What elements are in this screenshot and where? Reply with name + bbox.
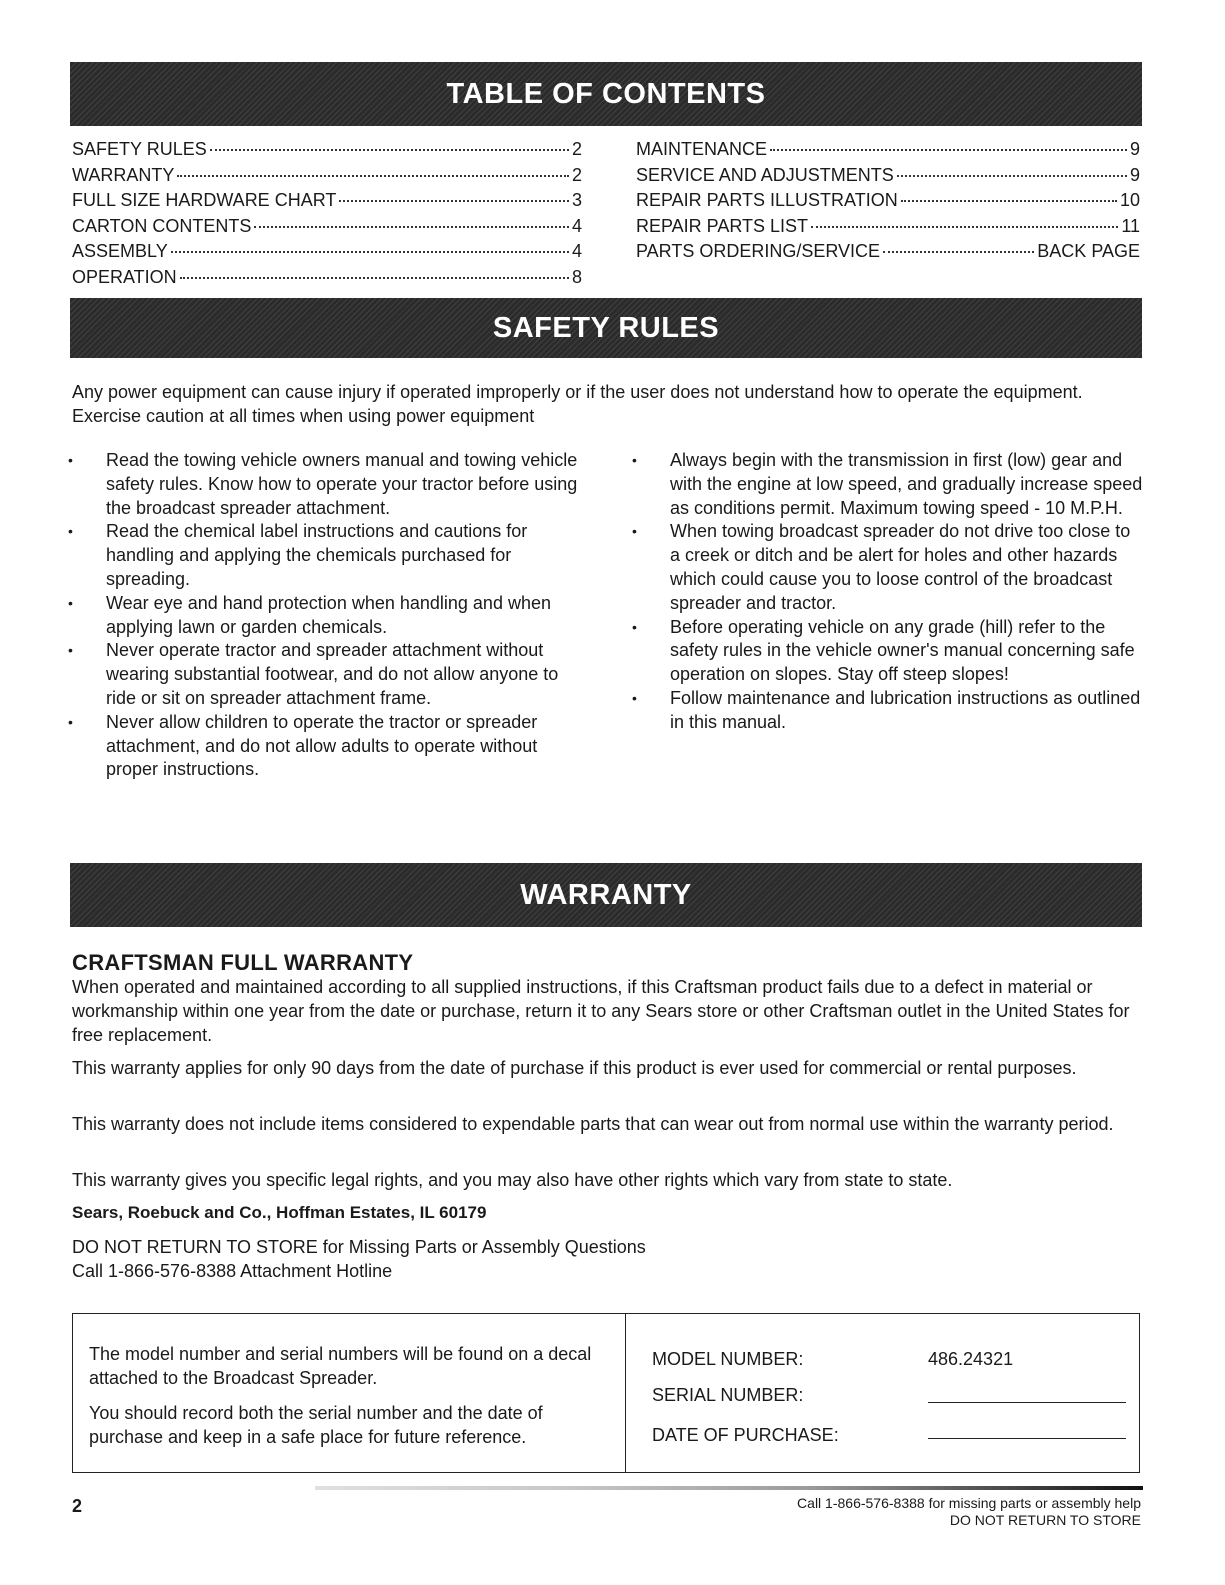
page-number: 2	[72, 1496, 83, 1516]
toc-entry[interactable]: CARTON CONTENTS 4	[72, 215, 582, 236]
safety-rule: • Follow maintenance and lubrication instructions as outlined in this manual.	[632, 687, 1144, 735]
model-info-box	[72, 1313, 1140, 1473]
safety-rule: • Wear eye and hand protection when handling and when applying lawn or garden chemicals.	[68, 592, 580, 640]
date-of-purchase-label: DATE OF PURCHASE:	[652, 1425, 839, 1445]
model-number-value: 486.24321	[928, 1349, 1014, 1369]
toc-banner	[70, 62, 1142, 126]
safety-list-right	[632, 449, 1144, 735]
warranty-paragraph: This warranty applies for only 90 days from the date of purchase if this product is ever used for commercial or rental purposes.	[72, 1058, 1077, 1078]
toc-entry[interactable]: PARTS ORDERING/SERVICE BACK PAGE	[636, 241, 1140, 261]
toc-entry[interactable]: MAINTENANCE 9	[636, 139, 1140, 159]
safety-rule: • Read the towing vehicle owners manual and towing vehicle safety rules. Know how to operate your tractor before using the broadcast spreader attachment.	[68, 449, 580, 520]
toc-entry[interactable]: SERVICE AND ADJUSTMENTS 9	[636, 164, 1140, 185]
toc-entry[interactable]: REPAIR PARTS LIST 11	[636, 215, 1140, 236]
footer-help	[797, 1495, 1141, 1529]
warranty-paragraph: When operated and maintained according to all supplied instructions, if this Craftsman product fails due to a defect in material or workmanship within one year from the date or purchase, return it to any Sears store or other Craftsman outlet in the United States for free replacement.	[72, 977, 1130, 1045]
toc-title: TABLE OF CONTENTS	[446, 78, 766, 110]
toc-entry[interactable]: REPAIR PARTS ILLUSTRATION 10	[636, 190, 1140, 210]
safety-rule: • Never allow children to operate the tractor or spreader attachment, and do not allow adults to operate without proper instructions.	[68, 711, 580, 782]
serial-number-field[interactable]	[928, 1402, 1126, 1403]
company-address: Sears, Roebuck and Co., Hoffman Estates, IL 60179	[72, 1203, 487, 1222]
safety-rule: • Always begin with the transmission in first (low) gear and with the engine at low speed, and gradually increase speed as conditions permit. Maximum towing speed - 10 M.P.H.	[632, 449, 1144, 520]
safety-rule: • Never operate tractor and spreader attachment without wearing substantial footwear, and do not allow anyone to ride or sit on spreader attachment frame.	[68, 639, 580, 710]
warranty-subtitle: CRAFTSMAN FULL WARRANTY	[72, 950, 414, 975]
hotline-notice: Call 1-866-576-8388 Attachment Hotline	[72, 1261, 393, 1281]
safety-list-left	[68, 449, 580, 782]
return-notice: DO NOT RETURN TO STORE for Missing Parts or Assembly Questions	[72, 1237, 646, 1257]
warranty-paragraph: This warranty gives you specific legal rights, and you may also have other rights which vary from state to state.	[72, 1170, 953, 1190]
box-divider	[625, 1314, 626, 1472]
toc-left-column	[72, 137, 582, 290]
box-instructions	[89, 1342, 609, 1460]
toc-entry[interactable]: FULL SIZE HARDWARE CHART 3	[72, 190, 582, 210]
footer-notice: DO NOT RETURN TO STORE	[949, 1512, 1141, 1528]
toc-entry[interactable]: OPERATION 8	[72, 266, 582, 287]
safety-rule: • Before operating vehicle on any grade (hill) refer to the safety rules in the vehicle owner's manual concerning safe operation on slopes. Stay off steep slopes!	[632, 616, 1144, 687]
safety-title: SAFETY RULES	[492, 312, 720, 344]
serial-number-label: SERIAL NUMBER:	[652, 1385, 804, 1405]
footer-call: Call 1-866-576-8388 for missing parts or assembly help	[797, 1495, 1141, 1511]
safety-rule: • Read the chemical label instructions and cautions for handling and applying the chemicals purchased for spreading.	[68, 520, 580, 591]
safety-banner	[70, 298, 1142, 358]
warranty-banner	[70, 863, 1142, 927]
toc-entry[interactable]: WARRANTY 2	[72, 164, 582, 185]
box-text: The model number and serial numbers will be found on a decal attached to the Broadcast Spreader.	[89, 1344, 592, 1388]
safety-rule: • When towing broadcast spreader do not drive too close to a creek or ditch and be alert for holes and other hazards which could cause you to loose control of the broadcast spreader and tractor.	[632, 520, 1144, 615]
warranty-title: WARRANTY	[520, 879, 692, 911]
model-number-label: MODEL NUMBER:	[652, 1349, 804, 1369]
toc-right-column	[636, 137, 1140, 265]
box-text: You should record both the serial number and the date of purchase and keep in a safe place for future reference.	[89, 1403, 543, 1447]
toc-entry[interactable]: SAFETY RULES 2	[72, 139, 582, 159]
safety-intro: Any power equipment can cause injury if operated improperly or if the user does not understand how to operate the equipment. Exercise caution at all times when using power equipment	[72, 382, 1083, 426]
footer-rule	[315, 1486, 1143, 1490]
date-of-purchase-field[interactable]	[928, 1438, 1126, 1439]
toc-entry[interactable]: ASSEMBLY 4	[72, 241, 582, 261]
warranty-paragraph: This warranty does not include items considered to expendable parts that can wear out from normal use within the warranty period.	[72, 1114, 1114, 1134]
